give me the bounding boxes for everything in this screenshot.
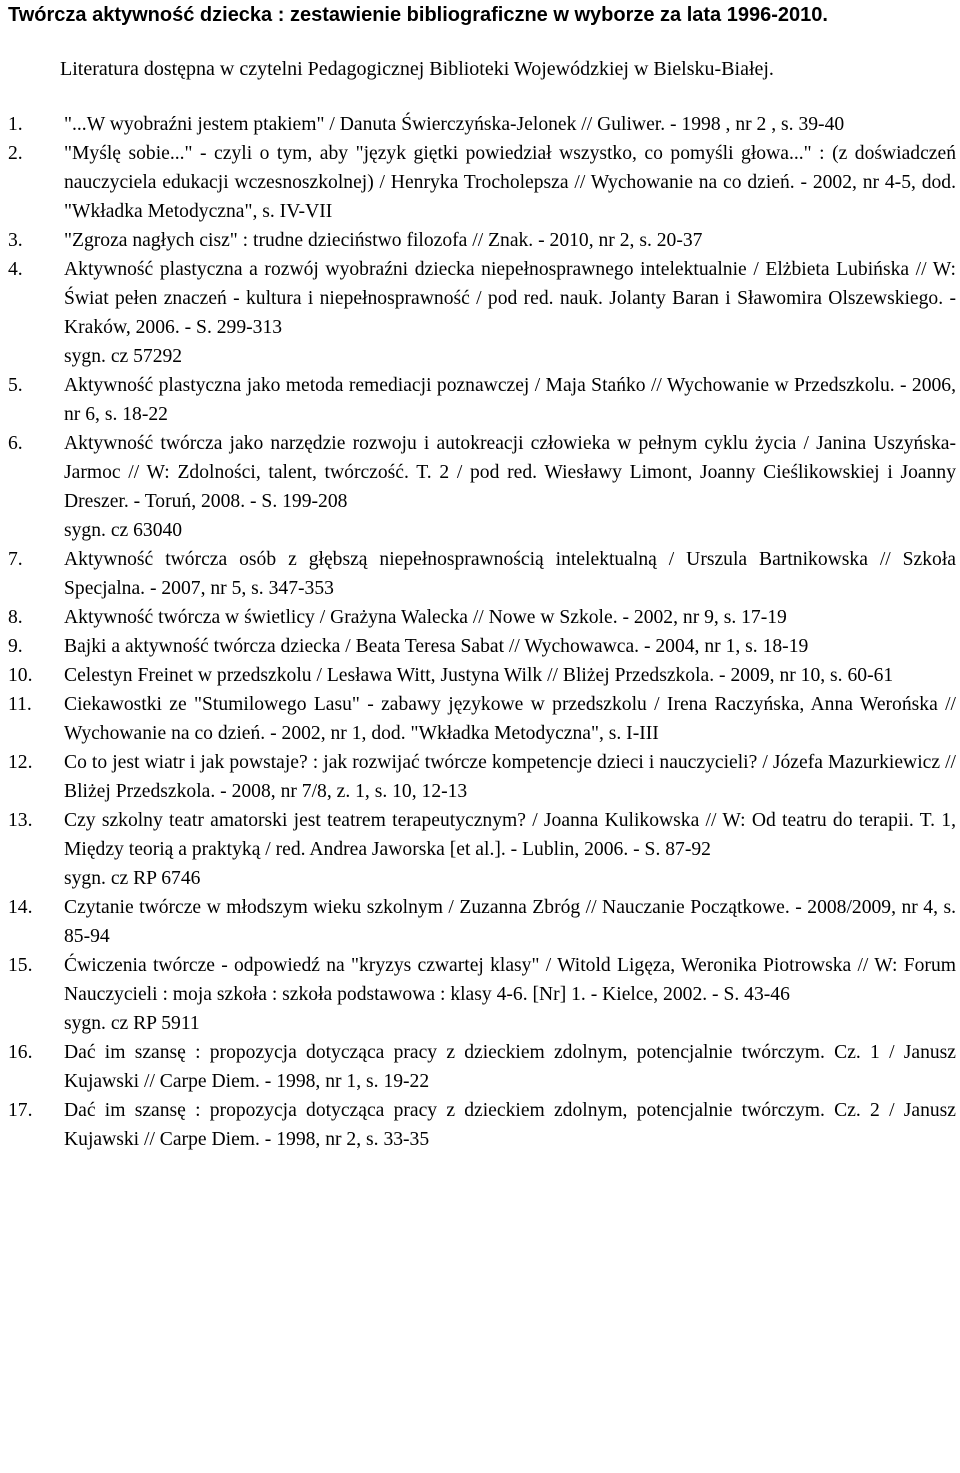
entry-body <box>64 371 956 429</box>
entry-citation: Aktywność twórcza w świetlicy / Grażyna Walecka // Nowe w Szkole. - 2002, nr 9, s. 17-19 <box>64 607 787 628</box>
entry-body <box>64 951 956 1038</box>
entry-number: 5. <box>8 375 23 396</box>
bibliography-entry <box>8 951 956 1038</box>
entry-number: 4. <box>8 259 23 280</box>
entry-body <box>64 603 956 632</box>
entry-number: 11. <box>8 694 32 715</box>
entry-number: 17. <box>8 1100 33 1121</box>
entry-citation: Bajki a aktywność twórcza dziecka / Beata Teresa Sabat // Wychowawca. - 2004, nr 1, s. 18-19 <box>64 636 809 657</box>
bibliography-entry <box>8 632 956 661</box>
entry-number: 8. <box>8 607 23 628</box>
bibliography-entry <box>8 1096 956 1154</box>
entry-body <box>64 429 956 545</box>
entry-body <box>64 690 956 748</box>
bibliography-entry <box>8 806 956 893</box>
entry-number: 7. <box>8 549 23 570</box>
entry-number: 9. <box>8 636 23 657</box>
entry-number: 15. <box>8 955 33 976</box>
entry-number: 13. <box>8 810 33 831</box>
entry-citation: Czytanie twórcze w młodszym wieku szkolnym / Zuzanna Zbróg // Nauczanie Początkowe. - 2008/2009, nr 4, s. 85-94 <box>64 897 956 947</box>
entry-citation: "Zgroza nagłych cisz" : trudne dzieciństwo filozofa // Znak. - 2010, nr 2, s. 20-37 <box>64 230 703 251</box>
entry-body <box>64 632 956 661</box>
bibliography-entry <box>8 893 956 951</box>
entry-citation: Celestyn Freinet w przedszkolu / Lesława Witt, Justyna Wilk // Bliżej Przedszkola. - 2009, nr 10, s. 60-61 <box>64 665 894 686</box>
entry-citation: Dać im szansę : propozycja dotycząca pracy z dzieckiem zdolnym, potencjalnie twórczym. Cz. 1 / Janusz Kujawski // Carpe Diem. - 1998, nr 1, s. 19-22 <box>64 1042 956 1092</box>
entry-body <box>64 139 956 226</box>
entry-number: 1. <box>8 114 23 135</box>
entry-body <box>64 806 956 893</box>
entry-body <box>64 893 956 951</box>
entry-number: 14. <box>8 897 33 918</box>
document-subtitle: Literatura dostępna w czytelni Pedagogicznej Biblioteki Wojewódzkiej w Bielsku-Białej. <box>60 58 774 80</box>
bibliography-entry <box>8 545 956 603</box>
entry-body <box>64 545 956 603</box>
bibliography-entry <box>8 690 956 748</box>
bibliography-entry <box>8 661 956 690</box>
bibliography-entry <box>8 1038 956 1096</box>
entry-citation: Aktywność plastyczna a rozwój wyobraźni dziecka niepełnosprawnego intelektualnie / Elżbieta Lubińska // W: Świat pełen znaczeń - kultura i niepełnosprawność / pod red. nauk. Jolanty Baran i Sławomira Olszewskiego. - Kraków, 2006. - S. 299-313 <box>64 259 956 338</box>
entry-citation: Co to jest wiatr i jak powstaje? : jak rozwijać twórcze kompetencje dzieci i nauczycieli? / Józefa Mazurkiewicz // Bliżej Przedszkola. - 2008, nr 7/8, z. 1, s. 10, 12-13 <box>64 752 956 802</box>
bibliography-entry <box>8 748 956 806</box>
entry-call-number: sygn. cz RP 6746 <box>64 868 201 889</box>
entry-citation: Dać im szansę : propozycja dotycząca pracy z dzieckiem zdolnym, potencjalnie twórczym. Cz. 2 / Janusz Kujawski // Carpe Diem. - 1998, nr 2, s. 33-35 <box>64 1100 956 1150</box>
entry-body <box>64 226 956 255</box>
entry-citation: Aktywność twórcza osób z głębszą niepełnosprawnością intelektualną / Urszula Bartnikowska // Szkoła Specjalna. - 2007, nr 5, s. 347-353 <box>64 549 956 599</box>
entry-citation: Ćwiczenia twórcze - odpowiedź na "kryzys czwartej klasy" / Witold Ligęza, Weronika Piotrowska // W: Forum Nauczycieli : moja szkoła : szkoła podstawowa : klasy 4-6. [Nr] 1. - Kielce, 2002. - S. 43-46 <box>64 955 956 1005</box>
entry-citation: "...W wyobraźni jestem ptakiem" / Danuta Świerczyńska-Jelonek // Guliwer. - 1998 , nr 2 , s. 39-40 <box>64 114 845 135</box>
entry-body <box>64 110 956 139</box>
bibliography-entry <box>8 371 956 429</box>
entry-citation: Ciekawostki ze "Stumilowego Lasu" - zabawy językowe w przedszkolu / Irena Raczyńska, Anna Werońska // Wychowanie na co dzień. - 2002, nr 1, dod. "Wkładka Metodyczna", s. I-III <box>64 694 956 744</box>
bibliography-entry <box>8 110 956 139</box>
bibliography-list <box>8 110 956 1154</box>
document-title: Twórcza aktywność dziecka : zestawienie bibliograficzne w wyborze za lata 1996-2010. <box>8 4 828 26</box>
entry-number: 3. <box>8 230 23 251</box>
entry-body <box>64 1038 956 1096</box>
entry-number: 10. <box>8 665 33 686</box>
bibliography-entry <box>8 603 956 632</box>
bibliography-entry <box>8 429 956 545</box>
entry-body <box>64 661 956 690</box>
entry-number: 6. <box>8 433 23 454</box>
entry-number: 2. <box>8 143 23 164</box>
bibliography-entry <box>8 139 956 226</box>
entry-body <box>64 1096 956 1154</box>
entry-call-number: sygn. cz RP 5911 <box>64 1013 200 1034</box>
entry-body <box>64 748 956 806</box>
entry-citation: "Myślę sobie..." - czyli o tym, aby "język giętki powiedział wszystko, co pomyśli głowa..." : (z doświadczeń nauczyciela edukacji wczesnoszkolnej) / Henryka Trocholepsza // Wychowanie na co dzień. - 2002, nr 4-5, dod. "Wkładka Metodyczna", s. IV-VII <box>64 143 956 222</box>
entry-citation: Czy szkolny teatr amatorski jest teatrem terapeutycznym? / Joanna Kulikowska // W: Od teatru do terapii. T. 1, Między teorią a praktyką / red. Andrea Jaworska [et al.]. - Lublin, 2006. - S. 87-92 <box>64 810 956 860</box>
entry-call-number: sygn. cz 57292 <box>64 346 183 367</box>
entry-number: 12. <box>8 752 33 773</box>
entry-number: 16. <box>8 1042 33 1063</box>
entry-body <box>64 255 956 371</box>
entry-call-number: sygn. cz 63040 <box>64 520 183 541</box>
bibliography-entry <box>8 226 956 255</box>
entry-citation: Aktywność plastyczna jako metoda remediacji poznawczej / Maja Stańko // Wychowanie w Przedszkolu. - 2006, nr 6, s. 18-22 <box>64 375 956 425</box>
entry-citation: Aktywność twórcza jako narzędzie rozwoju i autokreacji człowieka w pełnym cyklu życia / Janina Uszyńska-Jarmoc // W: Zdolności, talent, twórczość. T. 2 / pod red. Wiesławy Limont, Joanny Cieślikowskiej i Joanny Dreszer. - Toruń, 2008. - S. 199-208 <box>64 433 956 512</box>
bibliography-entry <box>8 255 956 371</box>
